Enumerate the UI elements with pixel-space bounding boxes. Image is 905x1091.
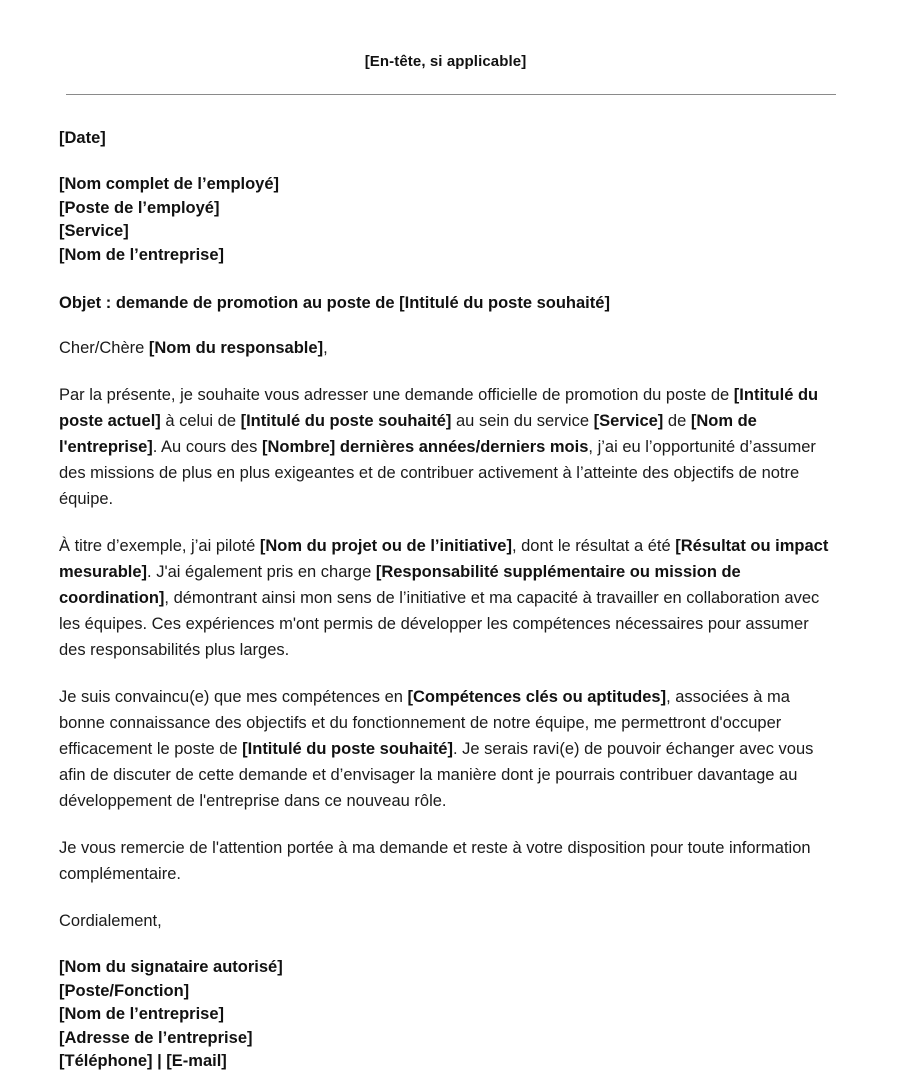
placeholder-field: [Intitulé du poste souhaité]	[240, 412, 452, 430]
salutation-line	[59, 336, 836, 361]
recipient-line: [Nom de l’entreprise]	[59, 245, 225, 264]
salutation-suffix: ,	[323, 339, 328, 357]
placeholder-field: [Intitulé du poste actuel]	[59, 386, 819, 430]
body-text: , j’ai eu l’opportunité d’assumer des missions de plus en plus exigeantes et de contribuer activement à l’atteinte des objectifs de notre équipe.	[59, 438, 816, 508]
paragraph-1	[59, 382, 839, 512]
signature-line: [Adresse de l’entreprise]	[59, 1028, 253, 1047]
date-line: [Date]	[59, 129, 106, 147]
letter-body	[59, 382, 836, 887]
recipient-line: [Poste de l’employé]	[59, 198, 220, 217]
paragraph-4	[59, 835, 839, 887]
signature-line: [Poste/Fonction]	[59, 981, 190, 1000]
closing-line: Cordialement,	[59, 912, 162, 930]
paragraph-3	[59, 684, 839, 814]
recipient-line: [Nom complet de l’employé]	[59, 175, 280, 193]
body-text: . J'ai également pris en charge	[147, 563, 376, 581]
body-text: À titre d’exemple, j’ai piloté	[59, 537, 260, 555]
body-text: , démontrant ainsi mon sens de l’initiative et ma capacité à travailler en collaboration avec les équipes. Ces expériences m'ont permis de développer les compétences nécessaires pour assumer des responsabilités plus larges.	[59, 589, 820, 659]
signature-line: [Téléphone] | [E-mail]	[59, 1052, 227, 1070]
placeholder-field: [Nom de l'entreprise]	[59, 412, 757, 456]
signature-line: [Nom de l’entreprise]	[59, 1005, 225, 1023]
signature-block	[59, 956, 836, 1074]
body-text: au sein du service	[451, 412, 594, 430]
placeholder-field: [Nom du projet ou de l’initiative]	[259, 537, 512, 555]
placeholder-field: [Service]	[593, 412, 664, 430]
subject-line: Objet : demande de promotion au poste de [Intitulé du poste souhaité]	[59, 294, 610, 312]
placeholder-field: [Résultat ou impact mesurable]	[59, 537, 829, 581]
header-divider	[66, 94, 836, 95]
salutation-prefix: Cher/Chère	[59, 339, 149, 357]
body-text: Je suis convaincu(e) que mes compétences en	[59, 688, 408, 706]
paragraph-2	[59, 533, 839, 663]
recipient-line: [Service]	[59, 222, 129, 240]
placeholder-field: [Compétences clés ou aptitudes]	[407, 688, 667, 706]
body-text: Par la présente, je souhaite vous adresser une demande officielle de promotion du poste de	[59, 386, 734, 404]
recipient-address-block	[59, 173, 836, 267]
body-text: de	[663, 412, 691, 430]
body-text: . Je serais ravi(e) de pouvoir échanger avec vous afin de discuter de cette demande et d’envisager la manière dont je pourrais contribuer davantage au développement de l'entreprise dans ce nouveau rôle.	[59, 740, 814, 810]
body-text: Je vous remercie de l'attention portée à ma demande et reste à votre disposition pour toute information complémentaire.	[59, 839, 811, 883]
salutation-placeholder: [Nom du responsable]	[148, 339, 324, 357]
body-text: , dont le résultat a été	[511, 537, 676, 555]
signature-line: [Nom du signataire autorisé]	[59, 958, 283, 976]
placeholder-field: [Nombre] dernières années/derniers mois	[261, 438, 589, 456]
body-text: . Au cours des	[152, 438, 262, 456]
body-text: à celui de	[160, 412, 241, 430]
body-text: , associées à ma bonne connaissance des objectifs et du fonctionnement de notre équipe, me permettront d'occuper efficacement le poste de	[59, 688, 790, 758]
placeholder-field: [Intitulé du poste souhaité]	[242, 740, 453, 758]
letterhead-title: [En-tête, si applicable]	[364, 53, 527, 70]
placeholder-field: [Responsabilité supplémentaire ou mission de coordination]	[59, 563, 741, 607]
